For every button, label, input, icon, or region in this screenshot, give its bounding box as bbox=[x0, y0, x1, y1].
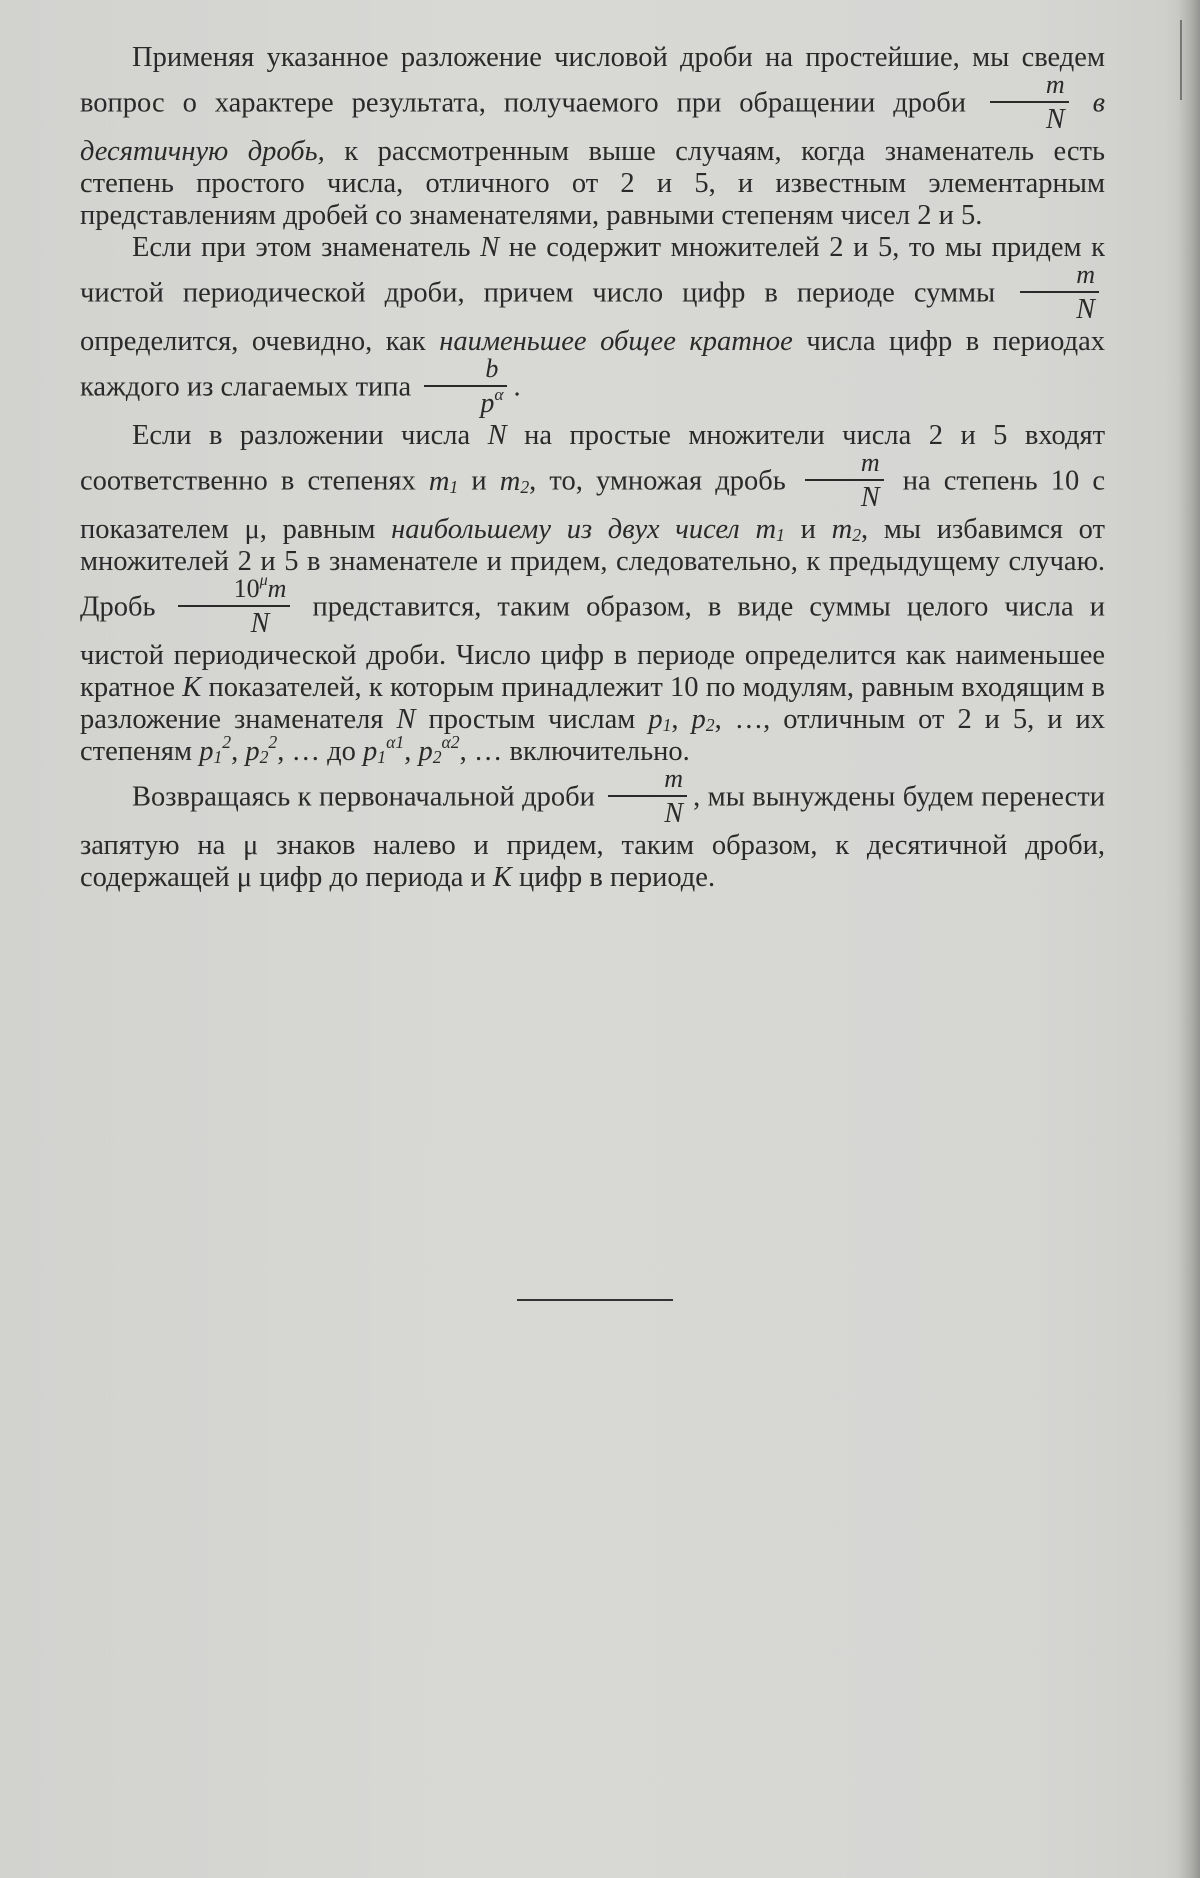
p1: $p_1$ bbox=[648, 704, 672, 735]
m2: $m_2$ bbox=[499, 465, 530, 497]
fraction-10mu-m-over-n: $\frac{10^\mu m}{N}$ bbox=[178, 576, 291, 638]
m2: $m_2$ bbox=[831, 514, 862, 545]
paragraph-2: Если при этом знаменатель N не содержит множителей 2 и 5, то мы придем к чистой периодической дроби, причем число цифр в периоде суммы $\frac{m}{N}$ определится, очевидно, как наименьшее общее кратное числа цифр в периодах каждого из слагаемых типа $\frac{b}{p^\alpha}$ . bbox=[80, 232, 1106, 419]
p1-squared: $p_1^2$ bbox=[199, 732, 232, 767]
fraction-m-over-n: $\frac{m}{N}$ bbox=[608, 766, 687, 828]
page-edge-shadow bbox=[1178, 0, 1200, 1878]
p1-alpha1: $p_1^{\alpha 1}$ bbox=[363, 732, 405, 767]
section-end-rule bbox=[517, 1299, 673, 1301]
paragraph-4: Возвращаясь к первоначальной дроби $\frac{m}{N}$ , мы вынуждены будем перенести запятую на μ знаков налево и придем, таким образом, к десятичной дроби, содержащей μ цифр до периода и K цифр в периоде. bbox=[80, 764, 1106, 893]
body-text bbox=[80, 42, 1105, 894]
fraction-m-over-n: $\frac{m}{N}$ bbox=[805, 450, 884, 512]
m1: $m_1$ bbox=[428, 465, 459, 497]
paragraph-3: Если в разложении числа N на простые множители числа 2 и 5 входят соответственно в степенях $m_1$ и $m_2$, то, умножая дробь $\frac{m}{N}$ на степень 10 с показателем μ, равным наибольшему из двух чисел $m_1$ и $m_2$, мы избавимся от множителей 2 и 5 в знаменателе и придем, следовательно, к предыдущему случаю. Дробь $\frac{10^\mu m}{N}$ представится, таким образом, в виде суммы целого числа и чистой периодической дроби. Число цифр в периоде определится как наименьшее кратное K показателей, к которым принадлежит 10 по модулям, равным входящим в разложение знаменателя N простым числам $p_1$, $p_2$, …, отличным от 2 и 5, и их степеням $p_1^2$, $p_2^2$, … до $p_1^{\alpha 1}$, $p_2^{\alpha 2}$, … включительно. bbox=[80, 420, 1106, 767]
paragraph-1: Применяя указанное разложение числовой дроби на простейшие, мы сведем вопрос о характере результата, получаемого при обращении дроби $\frac{m}{N}$ в десятичную дробь, к рассмотренным выше случаям, когда знаменатель есть степень простого числа, отличного от 2 и 5, и известным элементарным представлениям дробей со знаменателями, равными степеням чисел 2 и 5. bbox=[80, 42, 1106, 231]
page-edge-mark bbox=[1180, 20, 1182, 100]
p2: $p_2$ bbox=[691, 704, 715, 735]
p2-alpha2: $p_2^{\alpha 2}$ bbox=[418, 732, 460, 767]
fraction-m-over-n: $\frac{m}{N}$ bbox=[1020, 262, 1099, 324]
m1: $m_1$ bbox=[755, 514, 785, 545]
fraction-m-over-n: $\frac{m}{N}$ bbox=[990, 72, 1069, 134]
fraction-b-over-p-alpha: $\frac{b}{p^\alpha}$ bbox=[424, 356, 507, 418]
p2-squared: $p_2^2$ bbox=[245, 732, 278, 767]
